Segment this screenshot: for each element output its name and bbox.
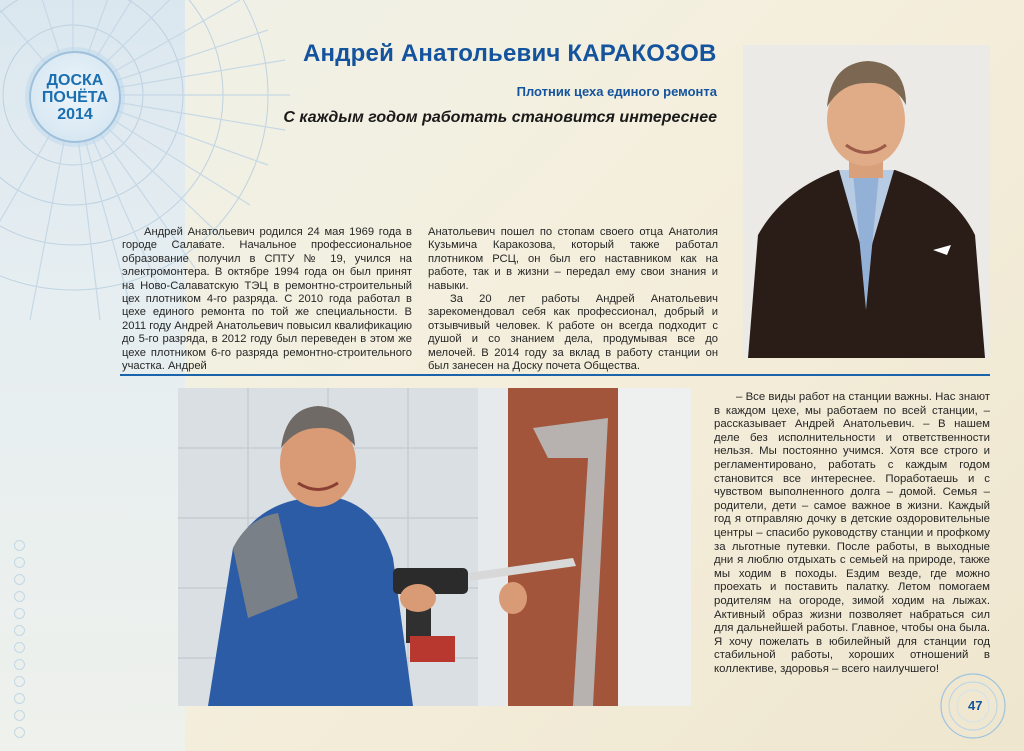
work-photo [178, 388, 691, 706]
decorative-dots [14, 540, 28, 744]
motto-subtitle: С каждым годом работать становится интереснее [283, 109, 717, 126]
page-number: 47 [968, 698, 983, 713]
portrait-photo [743, 45, 990, 358]
job-position: Плотник цеха единого ремонта [516, 84, 717, 99]
badge-year: 2014 [57, 105, 93, 123]
badge-line2: ПОЧЁТА [41, 88, 109, 106]
quote-paragraph: – Все виды работ на станции важны. Нас знают в каждом цехе, мы работаем по всей станции, – рассказывает Андрей Анатольевич. – В нашем деле без исполнительности и ответственности нельзя. Мы постоянно учимся. Хотя все строго и регламентировано, работать с каждым годом становится все интереснее. Поработаешь и с чувством выполненного долга – домой. Семья – родители, дети – самое важное в жизни. Каждый год я отправляю дочку в детские оздоровительные центры – спасибо руководству станции и профкому за льготные путевки. После работы, в выходные дни я люблю отдыхать с семьей на природе, также мы ходим в походы. Ездим везде, где можно проехать и поставить палатку. Летом помогаем родителям на огороде, зимой ходим на лыжах. Активный образ жизни позволяет набраться сил для дальнейшей работы. Главное, чтобы она была. Я хочу пожелать в юбилейный для станции год стабильной работы, хороших отношений в коллективе, здоровья – всего наилучшего! [714, 391, 990, 675]
bio-column-1 [122, 226, 412, 373]
bio-paragraph: Андрей Анатольевич родился 24 мая 1969 года в городе Салавате. Начальное профессиональное образование получил в СПТУ № 19, учился на электромонтера. В октябре 1994 года он был принят на Ново-Салаватскую ТЭЦ в ремонтно-строительный цех плотником 4-го разряда. С 2010 года работал в цехе единого ремонта по той же специальности. В 2011 году Андрей Анатольевич повысил квалификацию до 5-го разряда, в 2012 году был переведен в этом же цехе плотником 6-го разряда ремонтно-строительного участка. Андрей [122, 226, 412, 373]
bio-paragraph: За 20 лет работы Андрей Анатольевич зарекомендовал себя как профессионал, добрый и отзывчивый человек. К работе он всегда подходит с душой и со знанием дела, продумывая все до мелочей. В 2014 году за вклад в работу станции он был занесен на Доску почета Общества. [428, 293, 718, 373]
bio-column-2 [428, 226, 718, 373]
person-name-heading: Андрей Анатольевич КАРАКОЗОВ [303, 40, 717, 67]
badge-line1: ДОСКА [46, 71, 104, 89]
honor-board-badge [29, 51, 121, 143]
bio-paragraph: Анатольевич пошел по стопам своего отца Анатолия Кузьмича Каракозова, который также работал плотником РСЦ, он был его наставником как на работе, так и в жизни – передал ему свои знания и навыки. [428, 226, 718, 292]
section-divider [120, 374, 990, 376]
quote-text-block [714, 391, 990, 676]
